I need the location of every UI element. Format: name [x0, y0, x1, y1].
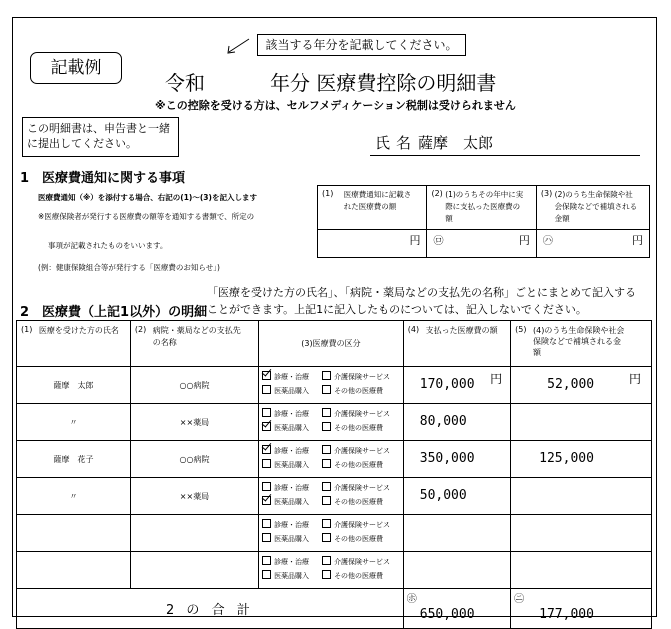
patient-name: 薩摩 太郎	[17, 367, 131, 404]
col-payee-header: (2) 病院・薬局などの支払先の名称	[130, 321, 258, 367]
paid-cell	[403, 515, 510, 552]
category-label: 診療・治療	[274, 484, 310, 492]
category-checkbox[interactable]	[262, 385, 271, 394]
table-row	[17, 515, 652, 552]
notice-table	[317, 185, 650, 258]
category-checkbox[interactable]	[322, 496, 331, 505]
category-label: その他の医療費	[334, 461, 384, 469]
paid-cell	[403, 404, 510, 441]
category-label: 医薬品購入	[274, 387, 310, 395]
category-label: その他の医療費	[334, 535, 384, 543]
submit-note: この明細書は、申告書と一緒に提出してください。	[22, 117, 179, 157]
covered-cell	[511, 478, 652, 515]
paid-cell	[403, 441, 510, 478]
notice-col1-value: 円	[318, 230, 427, 258]
paid-amount: 50,000	[419, 488, 467, 503]
yen-unit: 円	[628, 372, 641, 386]
category-label: 介護保険サービス	[334, 484, 391, 492]
table-row	[17, 367, 652, 404]
col-patient-header: (1) 医療を受けた方の氏名	[17, 321, 131, 367]
covered-amount: 125,000	[539, 451, 594, 466]
category-checkbox[interactable]	[322, 408, 331, 417]
category-checkbox[interactable]	[262, 459, 271, 468]
covered-cell	[511, 404, 652, 441]
category-cell	[259, 552, 404, 589]
notice-col2-value: ㋺ 円	[427, 230, 536, 258]
paid-cell	[403, 478, 510, 515]
category-label: 医薬品購入	[274, 535, 310, 543]
patient-name	[17, 515, 131, 552]
section1-line3: 事項が記載されたものをいいます。	[48, 241, 168, 250]
name-label: 氏名	[375, 134, 418, 152]
category-checkbox[interactable]	[262, 408, 271, 417]
category-checkbox[interactable]	[322, 533, 331, 542]
category-label: 診療・治療	[274, 558, 310, 566]
category-cell	[259, 478, 404, 515]
patient-name: 薩摩 花子	[17, 441, 131, 478]
covered-amount: 52,000	[547, 377, 595, 392]
covered-cell	[511, 367, 652, 404]
category-checkbox[interactable]	[322, 570, 331, 579]
category-checkbox[interactable]	[322, 445, 331, 454]
table-row	[17, 552, 652, 589]
payee-name	[130, 515, 258, 552]
category-cell	[259, 404, 404, 441]
payee-name: ○○病院	[130, 441, 258, 478]
page-title: 年分 医療費控除の明細書	[270, 71, 497, 95]
total-paid-cell: ㋭ 650,000	[403, 589, 510, 629]
self-medication-note: ※この控除を受ける方は、セルフメディケーション税制は受けられません	[155, 99, 516, 112]
category-checkbox[interactable]	[322, 519, 331, 528]
payee-name	[130, 552, 258, 589]
notice-col3-header: (3) (2)のうち生命保険や社会保険などで補填される金額	[536, 186, 649, 230]
table-row	[17, 478, 652, 515]
year-notice: 該当する年分を記載してください。	[257, 34, 466, 56]
name-underline	[370, 155, 640, 156]
yen-unit: 円	[490, 372, 503, 386]
table-row	[17, 441, 652, 478]
category-label: 介護保険サービス	[334, 447, 391, 455]
paid-amount: 170,000	[419, 377, 475, 392]
notice-col2-header: (2) (1)のうちその年中に実際に支払った医療費の額	[427, 186, 536, 230]
total-paid: 650,000	[419, 607, 475, 622]
col-category-header: (3)医療費の区分	[259, 321, 404, 367]
category-checkbox[interactable]	[262, 519, 271, 528]
category-checkbox[interactable]	[322, 371, 331, 380]
section1-line4: (例：健康保険組合等が発行する「医療費のお知らせ」)	[38, 263, 220, 272]
section2-note-line1: 「医療を受けた方の氏名」、「病院・薬局などの支払先の名称」ごとにまとめて記入する	[207, 286, 636, 299]
notice-col1-header: (1) 医療費通知に記載された医療費の額	[318, 186, 427, 230]
category-checkbox[interactable]	[322, 556, 331, 565]
category-checkbox[interactable]	[262, 422, 271, 431]
paid-amount: 350,000	[419, 451, 475, 466]
category-label: その他の医療費	[334, 572, 384, 580]
patient-name: 〃	[17, 404, 131, 441]
category-label: 介護保険サービス	[334, 558, 391, 566]
category-checkbox[interactable]	[262, 371, 271, 380]
section2-heading: 2 医療費（上記1以外）の明細	[20, 305, 208, 320]
expense-table	[16, 320, 652, 629]
category-cell	[259, 515, 404, 552]
category-checkbox[interactable]	[262, 570, 271, 579]
name-value: 薩摩 太郎	[418, 134, 494, 152]
category-checkbox[interactable]	[262, 482, 271, 491]
payee-name: ××薬局	[130, 404, 258, 441]
total-covered: 177,000	[539, 607, 594, 622]
category-label: その他の医療費	[334, 424, 384, 432]
section1-line2: ※医療保険者が発行する医療費の額等を通知する書類で、所定の	[38, 212, 255, 221]
paid-amount: 80,000	[419, 414, 467, 429]
category-checkbox[interactable]	[262, 445, 271, 454]
patient-name	[17, 552, 131, 589]
category-checkbox[interactable]	[262, 556, 271, 565]
section1-line1: 医療費通知（※）を添付する場合、右記の(1)～(3)を記入します	[38, 193, 257, 202]
category-label: その他の医療費	[334, 387, 384, 395]
category-label: 診療・治療	[274, 410, 310, 418]
category-checkbox[interactable]	[322, 422, 331, 431]
category-label: 医薬品購入	[274, 498, 310, 506]
category-label: 医薬品購入	[274, 461, 310, 469]
category-checkbox[interactable]	[322, 482, 331, 491]
category-label: 医薬品購入	[274, 424, 310, 432]
category-label: 介護保険サービス	[334, 410, 391, 418]
table-row	[17, 404, 652, 441]
paid-cell	[403, 552, 510, 589]
notice-col3-value: ㋩ 円	[536, 230, 649, 258]
sample-badge: 記載例	[30, 52, 122, 84]
col-paid-header: (4) 支払った医療費の額	[403, 321, 510, 367]
category-label: 医薬品購入	[274, 572, 310, 580]
covered-cell	[511, 441, 652, 478]
category-checkbox[interactable]	[322, 459, 331, 468]
col-covered-header: (5) (4)のうち生命保険や社会保険などで補填される金額	[511, 321, 652, 367]
category-label: その他の医療費	[334, 498, 384, 506]
paid-cell	[403, 367, 510, 404]
patient-name: 〃	[17, 478, 131, 515]
payee-name: ××薬局	[130, 478, 258, 515]
era-label: 令和	[165, 71, 205, 95]
category-checkbox[interactable]	[262, 496, 271, 505]
category-label: 診療・治療	[274, 373, 310, 381]
total-label: 2 の 合 計	[17, 589, 404, 629]
category-label: 介護保険サービス	[334, 521, 391, 529]
payee-name: ○○病院	[130, 367, 258, 404]
category-cell	[259, 367, 404, 404]
category-label: 診療・治療	[274, 521, 310, 529]
section2-note-line2: ことができます。上記1に記入したものについては、記入しないでください。	[207, 303, 587, 316]
covered-cell	[511, 552, 652, 589]
pointer-arrow-icon	[225, 37, 251, 55]
section1-heading: 1 医療費通知に関する事項	[20, 171, 186, 186]
covered-cell	[511, 515, 652, 552]
category-cell	[259, 441, 404, 478]
category-checkbox[interactable]	[262, 533, 271, 542]
category-label: 診療・治療	[274, 447, 310, 455]
total-covered-cell: ㋥ 177,000	[511, 589, 652, 629]
category-checkbox[interactable]	[322, 385, 331, 394]
category-label: 介護保険サービス	[334, 373, 391, 381]
